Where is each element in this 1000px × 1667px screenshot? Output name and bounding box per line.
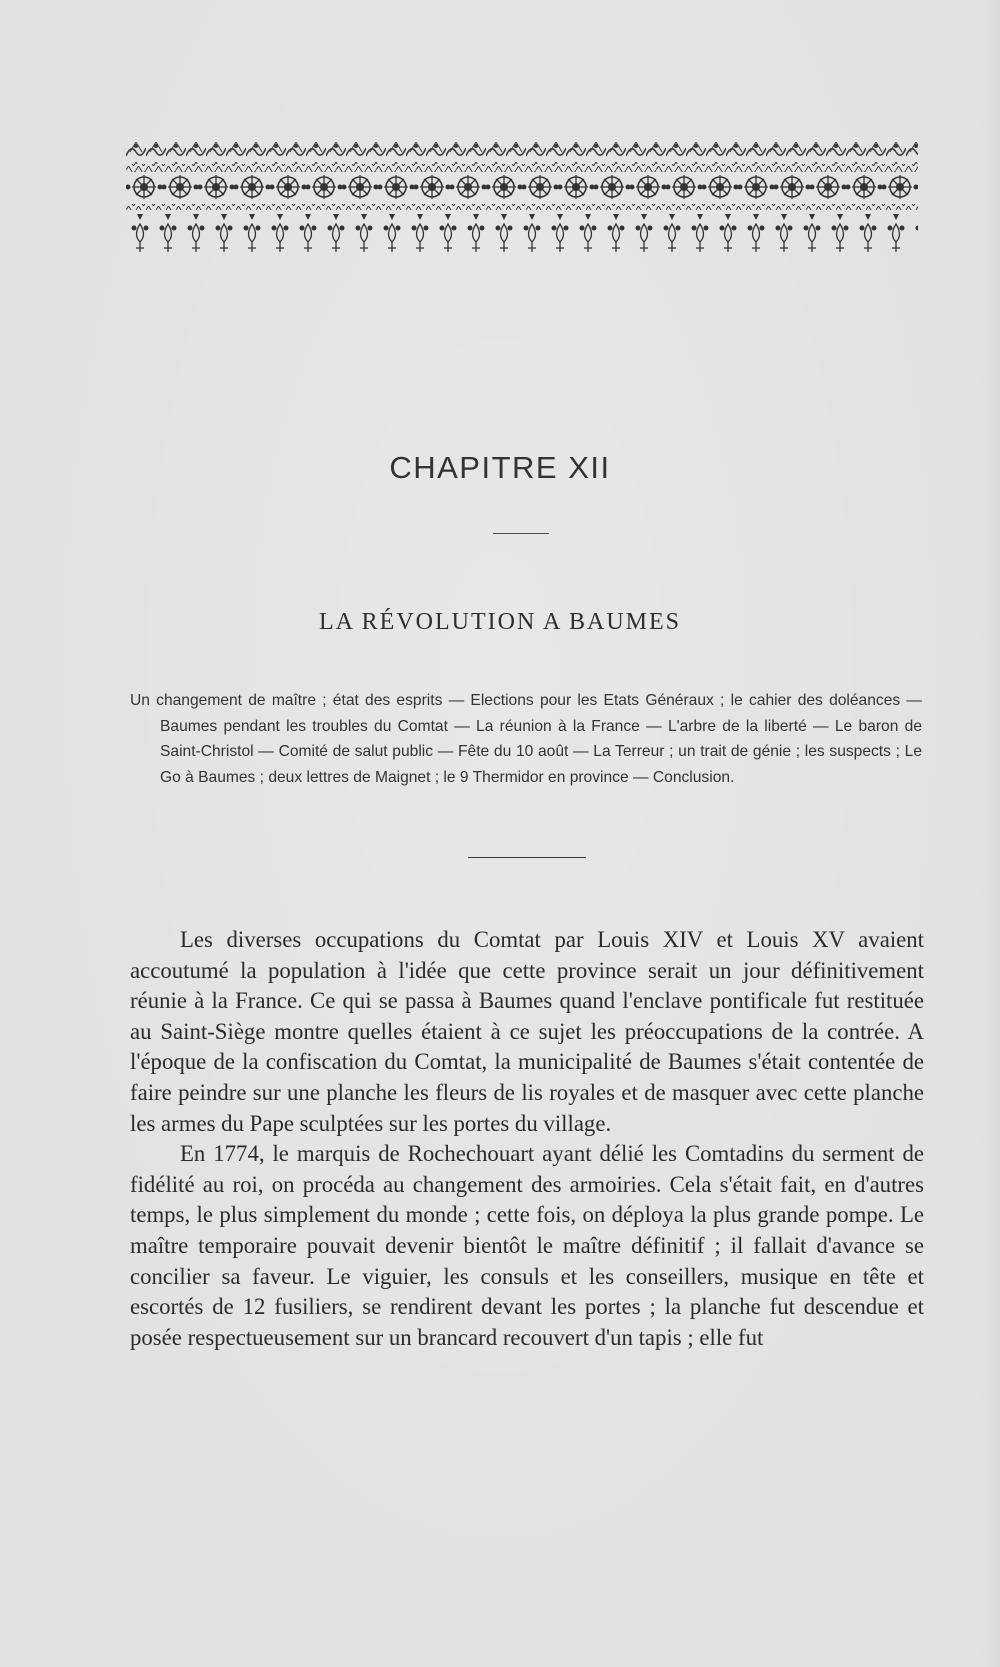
long-divider	[468, 857, 586, 858]
decorative-header-ornament	[126, 142, 918, 260]
chapter-summary	[130, 688, 922, 790]
short-divider	[493, 533, 549, 534]
body-paragraph: En 1774, le marquis de Rochechouart ayant délié les Comtadins du serment de fidélité au roi, on procéda au changement des armoiries. Cela s'était fait, en d'autres temps, le plus simplement du monde ; cette fois, on déploya la plus grande pompe. Le maître temporaire pouvait devenir bientôt le maître définitif ; il fallait d'avance se concilier sa faveur. Le viguier, les consuls et les conseillers, musique en tête et escortés de 12 fusiliers, se rendirent devant les portes ; la planche fut descendue et posée respectueusement sur un brancard recouvert d'un tapis ; elle fut	[130, 1141, 924, 1350]
summary-text: Un changement de maître ; état des esprits — Elections pour les Etats Généraux ; le cahier des doléances — Baumes pendant les troubles du Comtat — La réunion à la France — L'arbre de la liberté — Le baron de Saint-Christol — Comité de salut public — Fête du 10 août — La Terreur ; un trait de génie ; les suspects ; Le Go à Baumes ; deux lettres de Maignet ; le 9 Thermidor en province — Conclusion.	[130, 692, 922, 786]
page-edge-shadow	[980, 0, 1000, 1667]
body-paragraph: Les diverses occupations du Comtat par Louis XIV et Louis XV avaient accoutumé la population à l'idée que cette province serait un jour définitivement réunie à la France. Ce qui se passa à Baumes quand l'enclave pontificale fut restituée au Saint-Siège montre quelles étaient à ce sujet les préoccupations de la contrée. A l'époque de la confiscation du Comtat, la municipalité de Baumes s'était contentée de faire peindre sur une planche les fleurs de lis royales et de masquer avec cette planche les armes du Pape sculptées sur les portes du village.	[130, 927, 924, 1136]
chapter-body	[130, 925, 924, 1353]
chapter-title: LA RÉVOLUTION A BAUMES	[318, 609, 681, 635]
chapter-number: CHAPITRE XII	[389, 450, 611, 485]
